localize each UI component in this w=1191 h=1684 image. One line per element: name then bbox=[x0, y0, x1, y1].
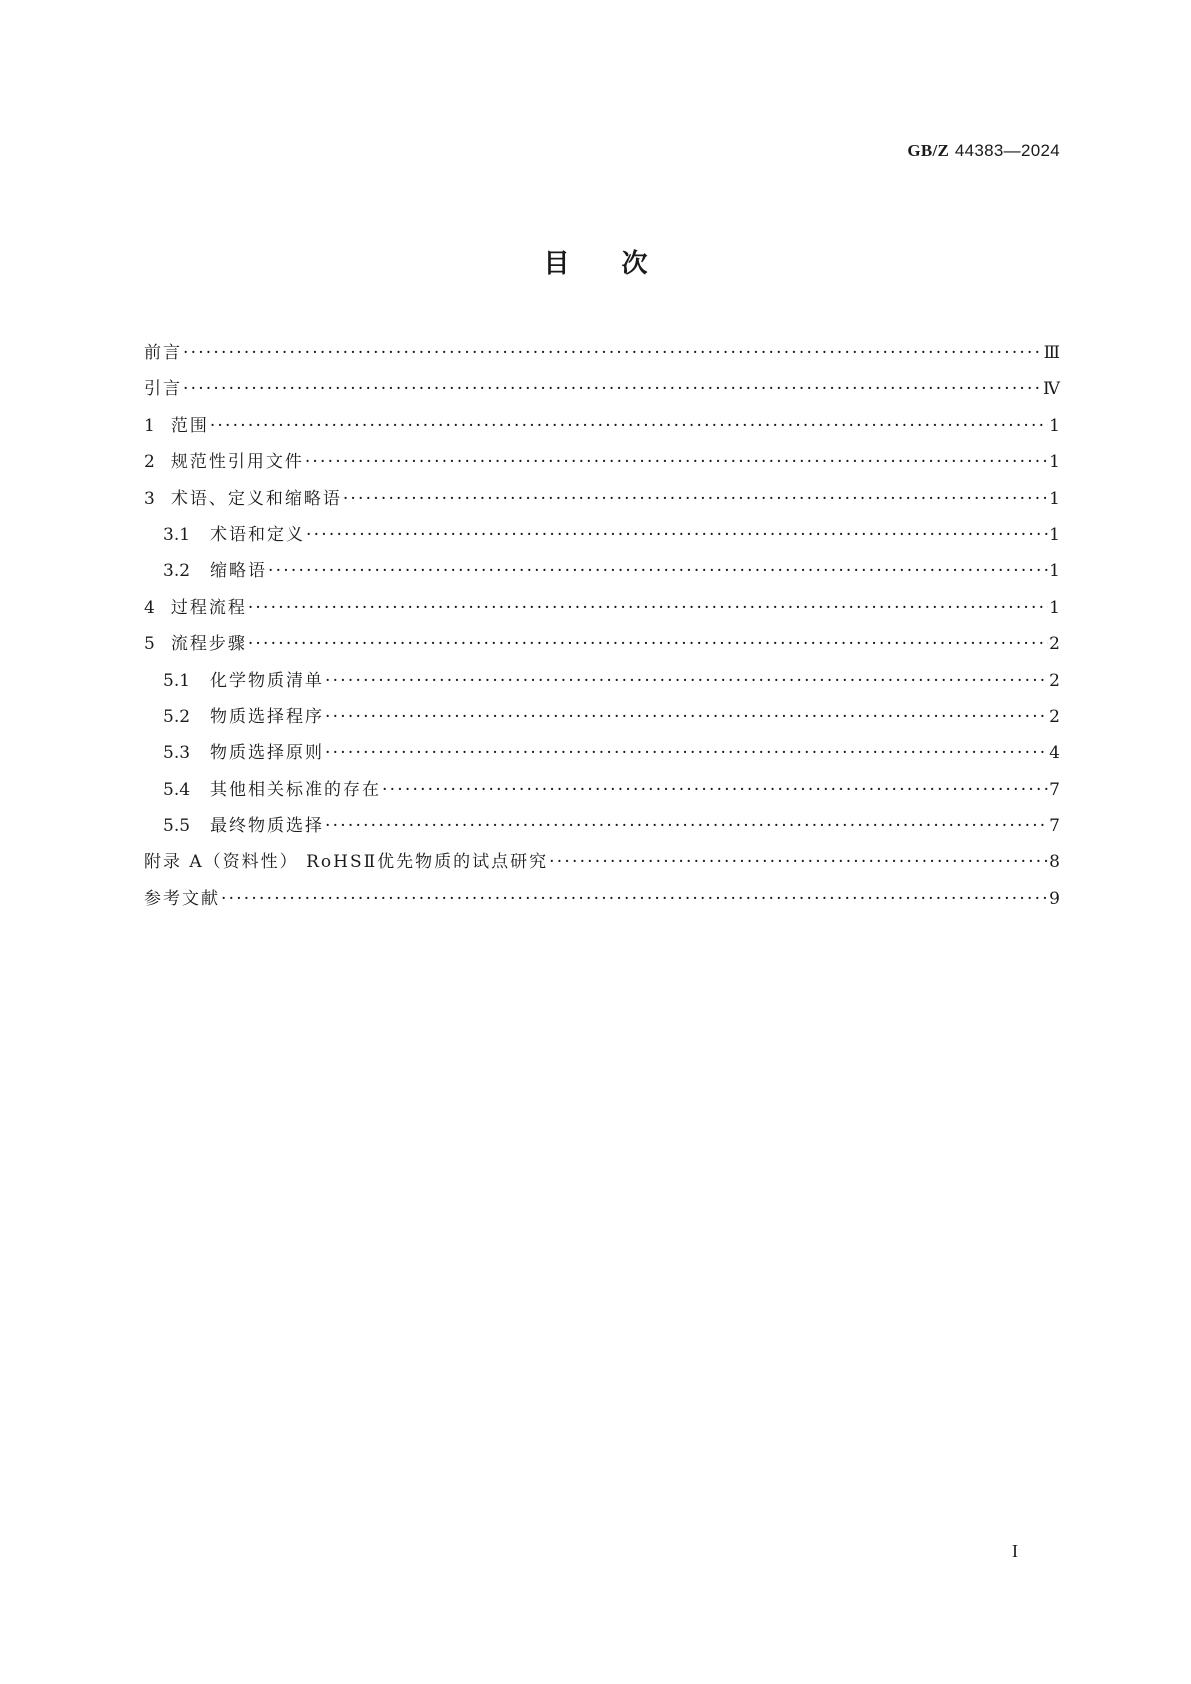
toc-dot-leader bbox=[221, 889, 1048, 909]
toc-entry-number: 2 bbox=[144, 452, 155, 473]
toc-dot-leader bbox=[248, 598, 1048, 618]
toc-entry-number: 5.1 bbox=[163, 670, 191, 691]
toc-entry[interactable] bbox=[144, 811, 1060, 847]
toc-entry-label: 引言 bbox=[144, 379, 182, 400]
toc-entry-page: Ⅳ bbox=[1043, 379, 1060, 400]
toc-entry-number: 1 bbox=[144, 415, 155, 436]
toc-entry-page: 4 bbox=[1049, 743, 1060, 764]
toc-entry-label: 缩略语 bbox=[210, 561, 268, 582]
toc-entry-number: 3.1 bbox=[163, 524, 191, 545]
toc-entry[interactable] bbox=[144, 374, 1060, 410]
toc-entry-number: 5.5 bbox=[163, 816, 191, 837]
toc-dot-leader bbox=[306, 525, 1048, 545]
toc-entry[interactable] bbox=[144, 629, 1060, 665]
toc-entry[interactable] bbox=[144, 520, 1060, 556]
toc-entry-label: 化学物质清单 bbox=[210, 670, 325, 691]
toc-entry-page: 1 bbox=[1049, 415, 1060, 436]
toc-entry-number: 5 bbox=[144, 634, 155, 655]
table-of-contents bbox=[144, 338, 1060, 920]
toc-entry-label: 物质选择原则 bbox=[210, 743, 325, 764]
toc-entry-number: 5.4 bbox=[163, 779, 191, 800]
toc-entry-label: 前言 bbox=[144, 343, 182, 363]
toc-entry-number: 5.2 bbox=[163, 706, 191, 727]
toc-entry[interactable] bbox=[144, 338, 1060, 374]
toc-entry-page: 1 bbox=[1049, 597, 1060, 618]
toc-entry[interactable] bbox=[144, 593, 1060, 629]
toc-entry[interactable] bbox=[144, 666, 1060, 702]
toc-entry-page: 1 bbox=[1049, 488, 1060, 509]
toc-entry-number: 4 bbox=[144, 597, 155, 618]
toc-entry[interactable] bbox=[144, 884, 1060, 920]
toc-dot-leader bbox=[183, 343, 1043, 363]
toc-dot-leader bbox=[343, 489, 1048, 509]
toc-entry-label: 规范性引用文件 bbox=[170, 452, 304, 473]
page-title: 目次 bbox=[543, 249, 700, 279]
toc-entry[interactable] bbox=[144, 556, 1060, 592]
toc-entry-label: 最终物质选择 bbox=[210, 816, 325, 837]
toc-entry-label: 术语、定义和缩略语 bbox=[170, 488, 342, 509]
toc-dot-leader bbox=[325, 707, 1048, 727]
toc-entry-page: 7 bbox=[1049, 816, 1060, 837]
toc-entry-page: 1 bbox=[1049, 524, 1060, 545]
toc-entry-page: 8 bbox=[1049, 852, 1060, 873]
page-number: I bbox=[1012, 1541, 1018, 1561]
toc-entry-label: 附录 A（资料性） RoHSⅡ优先物质的试点研究 bbox=[144, 852, 549, 873]
toc-dot-leader bbox=[325, 743, 1048, 763]
toc-entry-page: 2 bbox=[1049, 634, 1060, 655]
toc-entry-label: 术语和定义 bbox=[210, 524, 306, 545]
toc-entry-page: 1 bbox=[1049, 561, 1060, 582]
toc-entry-label: 参考文献 bbox=[144, 888, 220, 909]
standard-code bbox=[907, 141, 1060, 161]
toc-entry-page: 9 bbox=[1049, 888, 1060, 909]
toc-entry[interactable] bbox=[144, 738, 1060, 774]
toc-entry[interactable] bbox=[144, 484, 1060, 520]
toc-entry-page: 2 bbox=[1049, 706, 1060, 727]
toc-dot-leader bbox=[325, 816, 1048, 836]
toc-entry-number: 3.2 bbox=[163, 561, 191, 582]
toc-entry-label: 范围 bbox=[170, 415, 209, 436]
toc-entry-label: 其他相关标准的存在 bbox=[210, 779, 382, 800]
toc-entry[interactable] bbox=[144, 411, 1060, 447]
toc-entry-number: 5.3 bbox=[163, 743, 191, 764]
toc-entry-label: 物质选择程序 bbox=[210, 706, 325, 727]
toc-entry-page: 7 bbox=[1049, 779, 1060, 800]
toc-entry[interactable] bbox=[144, 847, 1060, 883]
toc-dot-leader bbox=[248, 634, 1048, 654]
toc-entry[interactable] bbox=[144, 702, 1060, 738]
toc-entry[interactable] bbox=[144, 447, 1060, 483]
toc-dot-leader bbox=[210, 416, 1048, 436]
toc-dot-leader bbox=[549, 852, 1048, 872]
toc-dot-leader bbox=[183, 379, 1042, 399]
toc-entry-page: Ⅲ bbox=[1043, 343, 1060, 363]
toc-entry-label: 流程步骤 bbox=[170, 634, 247, 655]
toc-dot-leader bbox=[382, 780, 1048, 800]
toc-entry-number: 3 bbox=[144, 488, 155, 509]
toc-entry-page: 2 bbox=[1049, 670, 1060, 691]
toc-entry-page: 1 bbox=[1049, 452, 1060, 473]
toc-entry-label: 过程流程 bbox=[170, 597, 247, 618]
toc-dot-leader bbox=[325, 671, 1048, 691]
standard-code-number: 44383—2024 bbox=[954, 141, 1060, 160]
toc-dot-leader bbox=[305, 452, 1048, 472]
standard-code-prefix: GB/Z bbox=[907, 141, 950, 160]
toc-dot-leader bbox=[268, 561, 1048, 581]
toc-entry[interactable] bbox=[144, 775, 1060, 811]
